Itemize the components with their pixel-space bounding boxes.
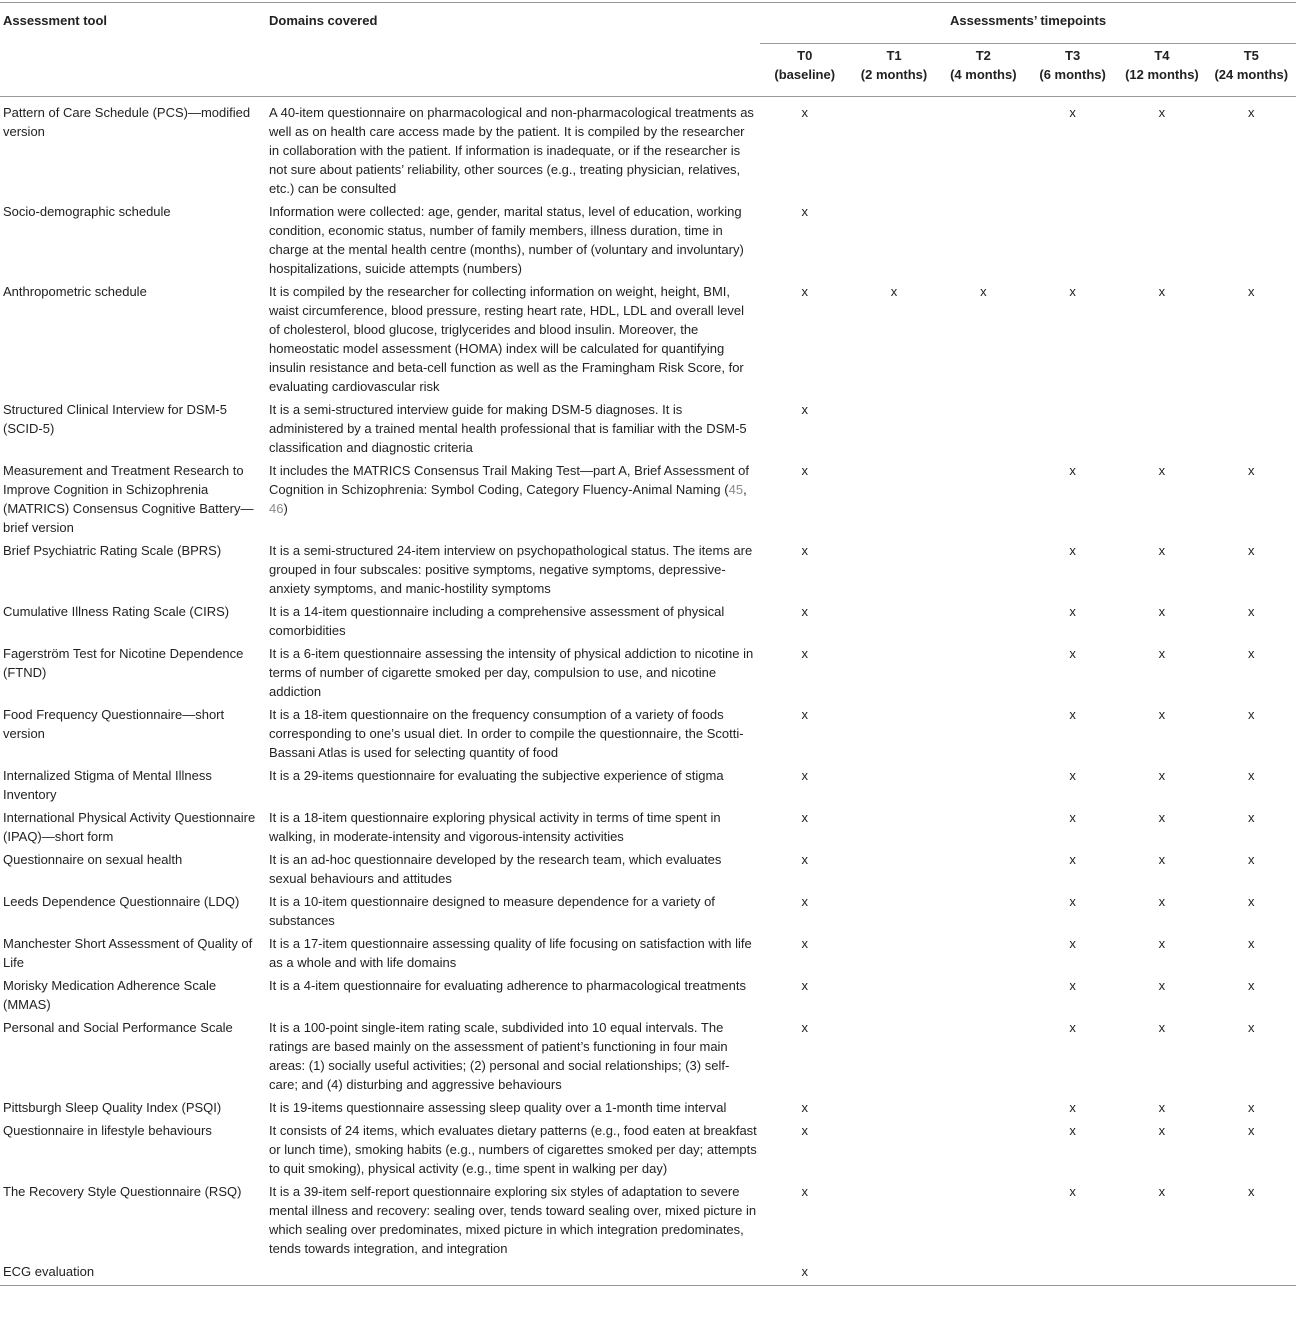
assessment-table [0,2,1296,1286]
timepoint-mark-t5: x [1248,894,1255,909]
timepoint-mark-t0: x [801,1100,808,1115]
timepoint-mark-t5: x [1248,646,1255,661]
domains-text: It includes the MATRICS Consensus Trail Making Test—part A, Brief Assessment of Cognition in Schizophrenia: Symbol Coding, Category Fluency-Animal Naming ( [269,463,750,497]
table-row [0,539,1296,600]
timepoint-mark-t0: x [801,604,808,619]
header-timepoints: Assessments’ timepoints [760,3,1296,44]
table-row [0,1096,1296,1119]
table-body [0,97,1296,1286]
table-row [0,459,1296,539]
domains-covered-cell: It is a 14-item questionnaire including a comprehensive assessment of physical comorbidities [269,604,725,638]
timepoint-mark-t1 [849,459,938,539]
domains-covered-cell: It is a 100-point single-item rating scale, subdivided into 10 equal intervals. The ratings are based mainly on the assessment of patient’s functioning in four main areas: (1) socially useful activities; (2) personal and social relationships; (3) self-care; and (4) disturbing and aggressive behaviours [269,1020,730,1092]
timepoint-mark-t0: x [801,1264,808,1279]
timepoint-mark-t2 [939,1180,1028,1260]
header-timepoint-t4 [1117,44,1206,97]
reference-separator: , [743,482,747,497]
assessment-tool-cell: Personal and Social Performance Scale [3,1020,233,1035]
domains-covered-cell: It is a 29-items questionnaire for evaluating the subjective experience of stigma [269,768,724,783]
assessment-tool-cell: Anthropometric schedule [3,284,147,299]
timepoint-mark-t2 [939,459,1028,539]
table-row [0,890,1296,932]
timepoint-mark-t2: x [980,284,987,299]
assessment-tool-cell: Pittsburgh Sleep Quality Index (PSQI) [3,1100,222,1115]
timepoint-mark-t3: x [1069,1020,1076,1035]
timepoint-mark-t1 [849,1260,938,1286]
timepoint-mark-t5: x [1248,284,1255,299]
timepoint-mark-t0: x [801,105,808,120]
timepoint-mark-t0: x [801,936,808,951]
timepoint-mark-t3: x [1069,463,1076,478]
timepoint-mark-t2 [939,600,1028,642]
timepoint-mark-t5: x [1248,1100,1255,1115]
header-timepoint-t0 [760,44,849,97]
timepoint-mark-t0: x [801,978,808,993]
timepoint-mark-t3 [1028,1260,1117,1286]
timepoint-mark-t5 [1207,398,1296,459]
timepoint-mark-t2 [939,1016,1028,1096]
timepoint-mark-t1 [849,890,938,932]
timepoint-mark-t3: x [1069,810,1076,825]
assessment-tool-cell: Morisky Medication Adherence Scale (MMAS) [3,978,217,1012]
table-row [0,1119,1296,1180]
table-row [0,1180,1296,1260]
timepoint-mark-t3: x [1069,284,1076,299]
timepoint-mark-t2 [939,200,1028,280]
timepoint-mark-t4: x [1158,543,1166,558]
domains-covered-cell: It is a 6-item questionnaire assessing the intensity of physical addiction to nicotine in terms of number of cigarette smoked per day, compulsion to use, and nicotine addiction [269,646,754,699]
table-row [0,97,1296,201]
timepoint-mark-t4: x [1158,1020,1166,1035]
timepoint-mark-t3: x [1069,768,1076,783]
timepoint-mark-t0: x [801,768,808,783]
domains-covered-cell [266,459,760,539]
timepoint-mark-t0: x [801,810,808,825]
domains-covered-cell: It consists of 24 items, which evaluates dietary patterns (e.g., food eaten at breakfast or lunch time), smoking habits (e.g., numbers of cigarettes smoked per day; attempts to quit smoking), physical activity (e.g., time spent in walking per day) [269,1123,757,1176]
timepoint-mark-t1 [849,1016,938,1096]
timepoint-label: (24 months) [1214,67,1289,82]
timepoint-mark-t3 [1028,200,1117,280]
timepoint-label: (2 months) [860,67,928,82]
timepoint-mark-t5 [1207,200,1296,280]
timepoint-mark-t1 [849,764,938,806]
timepoint-mark-t0: x [801,284,808,299]
timepoint-mark-t2 [939,97,1028,201]
reference-link[interactable]: 45 [728,482,744,497]
timepoint-mark-t1 [849,703,938,764]
timepoint-mark-t3: x [1069,707,1076,722]
timepoint-mark-t0: x [801,543,808,558]
header-assessment-tool: Assessment tool [0,3,266,97]
timepoint-mark-t1 [849,1119,938,1180]
domains-covered-cell: It is 19-items questionnaire assessing sleep quality over a 1-month time interval [269,1100,727,1115]
assessment-tool-cell: Cumulative Illness Rating Scale (CIRS) [3,604,230,619]
assessment-tool-cell: Fagerström Test for Nicotine Dependence (FTND) [3,646,244,680]
assessment-tool-cell: Brief Psychiatric Rating Scale (BPRS) [3,543,222,558]
timepoint-mark-t5: x [1248,105,1255,120]
assessment-tool-cell: Leeds Dependence Questionnaire (LDQ) [3,894,240,909]
timepoint-mark-t4: x [1158,894,1166,909]
table-row [0,806,1296,848]
timepoint-mark-t3: x [1069,646,1076,661]
domains-covered-cell: It is a 18-item questionnaire on the frequency consumption of a variety of foods corresponding to one’s usual diet. In order to compile the questionnaire, the Scotti-Bassani Atlas is used for selecting quantity of food [269,707,744,760]
timepoint-mark-t2 [939,764,1028,806]
assessment-tool-cell: Manchester Short Assessment of Quality of Life [3,936,253,970]
table-row [0,1260,1296,1286]
assessment-tool-cell: Questionnaire in lifestyle behaviours [3,1123,212,1138]
timepoint-mark-t1 [849,806,938,848]
timepoint-mark-t5: x [1248,1123,1255,1138]
reference-close: ) [283,501,288,516]
assessment-tool-cell: Questionnaire on sexual health [3,852,183,867]
timepoint-mark-t0: x [801,707,808,722]
timepoint-mark-t2 [939,1119,1028,1180]
timepoint-mark-t2 [939,1096,1028,1119]
timepoint-mark-t5: x [1248,1184,1255,1199]
timepoint-mark-t4: x [1158,646,1166,661]
timepoint-mark-t2 [939,703,1028,764]
timepoint-mark-t4: x [1158,852,1166,867]
timepoint-mark-t1 [849,1180,938,1260]
timepoint-mark-t1 [849,974,938,1016]
table-row [0,1016,1296,1096]
header-timepoint-t5 [1207,44,1296,97]
timepoint-mark-t2 [939,806,1028,848]
timepoint-mark-t2 [939,642,1028,703]
domains-covered-cell: It is a 4-item questionnaire for evaluating adherence to pharmacological treatments [269,978,746,993]
timepoint-mark-t2 [939,932,1028,974]
timepoint-mark-t1 [849,200,938,280]
timepoint-mark-t3: x [1069,978,1076,993]
domains-covered-cell: It is a 17-item questionnaire assessing quality of life focusing on satisfaction with life as a whole and with life domains [269,936,752,970]
timepoint-mark-t0: x [801,852,808,867]
timepoint-code: T0 [797,48,813,63]
timepoint-mark-t5: x [1248,936,1255,951]
timepoint-mark-t1 [849,1096,938,1119]
timepoint-mark-t3: x [1069,105,1076,120]
timepoint-mark-t3: x [1069,1123,1076,1138]
timepoint-mark-t4: x [1158,936,1166,951]
timepoint-mark-t2 [939,974,1028,1016]
timepoint-code: T5 [1243,48,1259,63]
timepoint-mark-t4: x [1158,768,1166,783]
domains-covered-cell: It is a 10-item questionnaire designed to measure dependence for a variety of substances [269,894,715,928]
timepoint-mark-t1 [849,932,938,974]
table-row [0,200,1296,280]
header-domains-covered: Domains covered [266,3,760,97]
domains-covered-cell: It is a semi-structured interview guide for making DSM-5 diagnoses. It is administered by a trained mental health professional that is familiar with the DSM-5 classification and diagnostic criteria [269,402,747,455]
domains-covered-cell: It is a 18-item questionnaire exploring physical activity in terms of time spent in walking, in moderate-intensity and vigorous-intensity activities [269,810,721,844]
timepoint-mark-t4: x [1158,1184,1166,1199]
timepoint-mark-t0: x [801,1020,808,1035]
timepoint-mark-t4 [1117,1260,1206,1286]
timepoint-mark-t3: x [1069,1184,1076,1199]
assessment-tool-cell: Internalized Stigma of Mental Illness Inventory [3,768,212,802]
timepoint-mark-t0: x [801,463,808,478]
timepoint-mark-t0: x [801,204,808,219]
table-row [0,932,1296,974]
timepoint-label: (12 months) [1125,67,1199,82]
timepoint-mark-t1 [849,97,938,201]
reference-link[interactable]: 46 [269,501,284,516]
domains-covered-cell [266,1260,760,1286]
table-row [0,600,1296,642]
timepoint-mark-t5: x [1248,604,1255,619]
timepoint-mark-t4: x [1158,978,1166,993]
timepoint-mark-t5: x [1248,852,1255,867]
assessment-tool-cell: International Physical Activity Questionnaire (IPAQ)—short form [3,810,256,844]
assessment-tool-cell: ECG evaluation [3,1264,95,1279]
timepoint-mark-t1 [849,600,938,642]
timepoint-mark-t1 [849,539,938,600]
assessment-tool-cell: Structured Clinical Interview for DSM-5 (SCID-5) [3,402,227,436]
table-row [0,703,1296,764]
timepoint-mark-t5 [1207,1260,1296,1286]
domains-covered-cell: It is a semi-structured 24-item interview on psychopathological status. The items are grouped in four subscales: positive symptoms, negative symptoms, depressive-anxiety symptoms, and manic-hostility symptoms [269,543,753,596]
timepoint-mark-t0: x [801,646,808,661]
header-timepoint-t3 [1028,44,1117,97]
timepoint-mark-t3 [1028,398,1117,459]
timepoint-mark-t1 [849,642,938,703]
timepoint-mark-t2 [939,848,1028,890]
table-row [0,764,1296,806]
timepoint-mark-t4: x [1158,284,1166,299]
domains-covered-cell: A 40-item questionnaire on pharmacological and non-pharmacological treatments as well as on health care access made by the patient. It is compiled by the researcher in collaboration with the patient. If information is inadequate, or if the researcher is not sure about patients’ reliability, other sources (e.g., treating physician, relatives, etc.) can be consulted [269,105,754,196]
timepoint-mark-t3: x [1069,894,1076,909]
domains-covered-cell: It is a 39-item self-report questionnaire exploring six styles of adaptation to severe mental illness and recovery: sealing over, tends toward sealing over, mixed picture in which sealing over predominates, mixed picture in which integration predominates, tends towards integration, and integration [269,1184,757,1256]
timepoint-mark-t2 [939,890,1028,932]
timepoint-mark-t3: x [1069,852,1076,867]
table-row [0,974,1296,1016]
timepoint-mark-t4: x [1158,1123,1166,1138]
timepoint-mark-t4: x [1158,1100,1166,1115]
timepoint-label: (baseline) [774,67,836,82]
timepoint-mark-t3: x [1069,543,1076,558]
timepoint-mark-t5: x [1248,978,1255,993]
timepoint-code: T1 [886,48,902,63]
timepoint-mark-t4: x [1158,463,1166,478]
timepoint-mark-t4: x [1158,105,1166,120]
table-row [0,642,1296,703]
timepoint-label: (6 months) [1039,67,1106,82]
timepoint-mark-t5: x [1248,707,1255,722]
timepoint-mark-t4: x [1158,810,1166,825]
timepoint-mark-t4: x [1158,707,1166,722]
timepoint-mark-t3: x [1069,1100,1076,1115]
timepoint-mark-t2 [939,1260,1028,1286]
timepoint-mark-t5: x [1248,1020,1255,1035]
timepoint-code: T4 [1154,48,1170,63]
assessment-tool-cell: Measurement and Treatment Research to Improve Cognition in Schizophrenia (MATRICS) Consensus Cognitive Battery—brief version [3,463,254,535]
header-timepoint-t2 [939,44,1028,97]
timepoint-mark-t1 [849,848,938,890]
timepoint-mark-t3: x [1069,604,1076,619]
domains-covered-cell: It is an ad-hoc questionnaire developed by the research team, which evaluates sexual behaviours and attitudes [269,852,722,886]
table-row [0,398,1296,459]
timepoint-mark-t0: x [801,894,808,909]
timepoint-code: T3 [1065,48,1081,63]
timepoint-mark-t1: x [890,284,898,299]
timepoint-mark-t0: x [801,1123,808,1138]
timepoint-mark-t2 [939,398,1028,459]
timepoint-mark-t0: x [801,1184,808,1199]
assessment-tool-cell: Food Frequency Questionnaire—short version [3,707,225,741]
timepoint-mark-t5: x [1248,768,1255,783]
timepoint-mark-t3: x [1069,936,1076,951]
timepoint-mark-t4 [1117,398,1206,459]
timepoint-mark-t0: x [801,402,808,417]
assessment-tool-cell: Pattern of Care Schedule (PCS)—modified version [3,105,251,139]
assessment-tool-cell: The Recovery Style Questionnaire (RSQ) [3,1184,242,1199]
timepoint-code: T2 [975,48,991,63]
timepoint-mark-t1 [849,398,938,459]
timepoint-mark-t5: x [1248,810,1255,825]
timepoint-label: (4 months) [950,67,1017,82]
timepoint-mark-t2 [939,539,1028,600]
header-timepoint-t1 [849,44,938,97]
timepoint-mark-t4 [1117,200,1206,280]
timepoint-mark-t5: x [1248,543,1255,558]
timepoint-mark-t4: x [1158,604,1166,619]
domains-covered-cell: Information were collected: age, gender, marital status, level of education, working condition, economic status, number of family members, illness duration, time in charge at the mental health centre (months), number of (voluntary and involuntary) hospitalizations, suicide attempts (numbers) [269,204,744,276]
table-row [0,280,1296,398]
table-row [0,848,1296,890]
domains-covered-cell: It is compiled by the researcher for collecting information on weight, height, BMI, waist circumference, blood pressure, resting heart rate, HDL, LDL and overall level of cholesterol, blood glucose, triglycerides and blood insulin. Moreover, the homeostatic model assessment (HOMA) index will be calculated for quantifying insulin resistance and beta-cell function as well as the Framingham Risk Score, for evaluating cardiovascular risk [269,284,744,394]
timepoint-mark-t5: x [1248,463,1255,478]
assessment-tool-cell: Socio-demographic schedule [3,204,171,219]
